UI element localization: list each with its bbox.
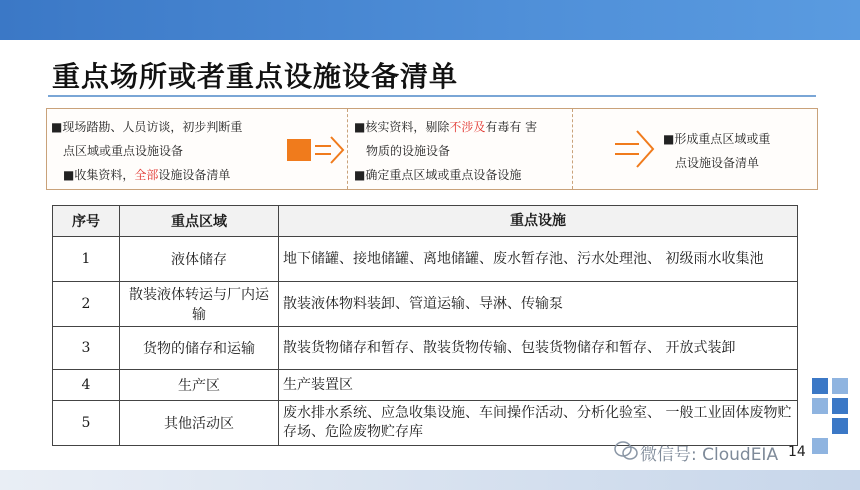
step1-line2: 点区域或重点设施设备 bbox=[63, 144, 184, 158]
step1-line3 bbox=[51, 163, 289, 187]
footer-band bbox=[0, 470, 860, 490]
table-row bbox=[53, 327, 798, 370]
row-area: 散装液体转运与厂内运输 bbox=[120, 282, 279, 327]
table-row bbox=[53, 282, 798, 327]
row-number: 4 bbox=[53, 370, 120, 401]
title-divider bbox=[48, 95, 816, 97]
header-key-area: 重点区域 bbox=[120, 206, 279, 237]
step2-line1 bbox=[354, 115, 572, 139]
row-area: 液体储存 bbox=[120, 237, 279, 282]
watermark-text: 微信号: CloudEIA bbox=[640, 445, 779, 465]
step2-line1-prefix: ■核实资料，剔除 bbox=[354, 120, 450, 134]
step2-line2: 物质的设施设备 bbox=[366, 144, 451, 158]
flow-step-2 bbox=[347, 109, 573, 189]
page-number: 14 bbox=[788, 444, 806, 460]
wechat-icon bbox=[614, 440, 638, 462]
flow-step-3 bbox=[663, 127, 813, 175]
decor-square bbox=[812, 398, 828, 414]
row-number: 1 bbox=[53, 237, 120, 282]
step1-line1: ■现场踏勘、人员访谈，初步判断重 bbox=[51, 120, 243, 134]
step2-highlight: 不涉及 bbox=[449, 120, 486, 134]
header-key-facilities: 重点设施 bbox=[279, 206, 798, 237]
row-facilities: 散装液体物料装卸、管道运输、导淋、传输泵 bbox=[279, 282, 798, 327]
table-row bbox=[53, 237, 798, 282]
header-number: 序号 bbox=[53, 206, 120, 237]
row-facilities: 散装货物储存和暂存、散装货物传输、包装货物储存和暂存、 开放式装卸 bbox=[279, 327, 798, 370]
row-area: 生产区 bbox=[120, 370, 279, 401]
row-area: 其他活动区 bbox=[120, 401, 279, 446]
key-facilities-table bbox=[52, 205, 798, 446]
row-number: 5 bbox=[53, 401, 120, 446]
step3-line1: ■形成重点区域或重 bbox=[663, 132, 771, 146]
header-band bbox=[0, 0, 860, 40]
table-header-row bbox=[53, 206, 798, 237]
decor-square bbox=[832, 398, 848, 414]
table-row bbox=[53, 370, 798, 401]
table-row bbox=[53, 401, 798, 446]
row-facilities: 地下储罐、接地储罐、离地储罐、废水暂存池、污水处理池、 初级雨水收集池 bbox=[279, 237, 798, 282]
decor-square bbox=[832, 418, 848, 434]
page-title: 重点场所或者重点设施设备清单 bbox=[52, 60, 459, 93]
orange-square-marker bbox=[287, 139, 311, 161]
step1-highlight: 全部 bbox=[134, 168, 159, 182]
step2-line1-suffix: 有毒有 害 bbox=[485, 120, 538, 134]
row-number: 2 bbox=[53, 282, 120, 327]
double-arrow-icon bbox=[613, 127, 657, 171]
row-facilities: 生产装置区 bbox=[279, 370, 798, 401]
decor-square bbox=[812, 438, 828, 454]
step1-line3-prefix: ■收集资料， bbox=[63, 168, 135, 182]
decor-square bbox=[832, 378, 848, 394]
flow-step-1 bbox=[51, 115, 289, 187]
step1-line3-suffix: 设施设备清单 bbox=[158, 168, 231, 182]
step3-line2: 点设施设备清单 bbox=[675, 156, 760, 170]
process-flow bbox=[46, 108, 818, 190]
row-number: 3 bbox=[53, 327, 120, 370]
row-area: 货物的储存和运输 bbox=[120, 327, 279, 370]
row-facilities: 废水排水系统、应急收集设施、车间操作活动、分析化验室、 一般工业固体废物贮存场、危险废物贮存库 bbox=[279, 401, 798, 446]
step2-line3: ■确定重点区域或重点设备设施 bbox=[354, 168, 522, 182]
decor-square bbox=[812, 378, 828, 394]
double-arrow-icon bbox=[313, 133, 345, 167]
